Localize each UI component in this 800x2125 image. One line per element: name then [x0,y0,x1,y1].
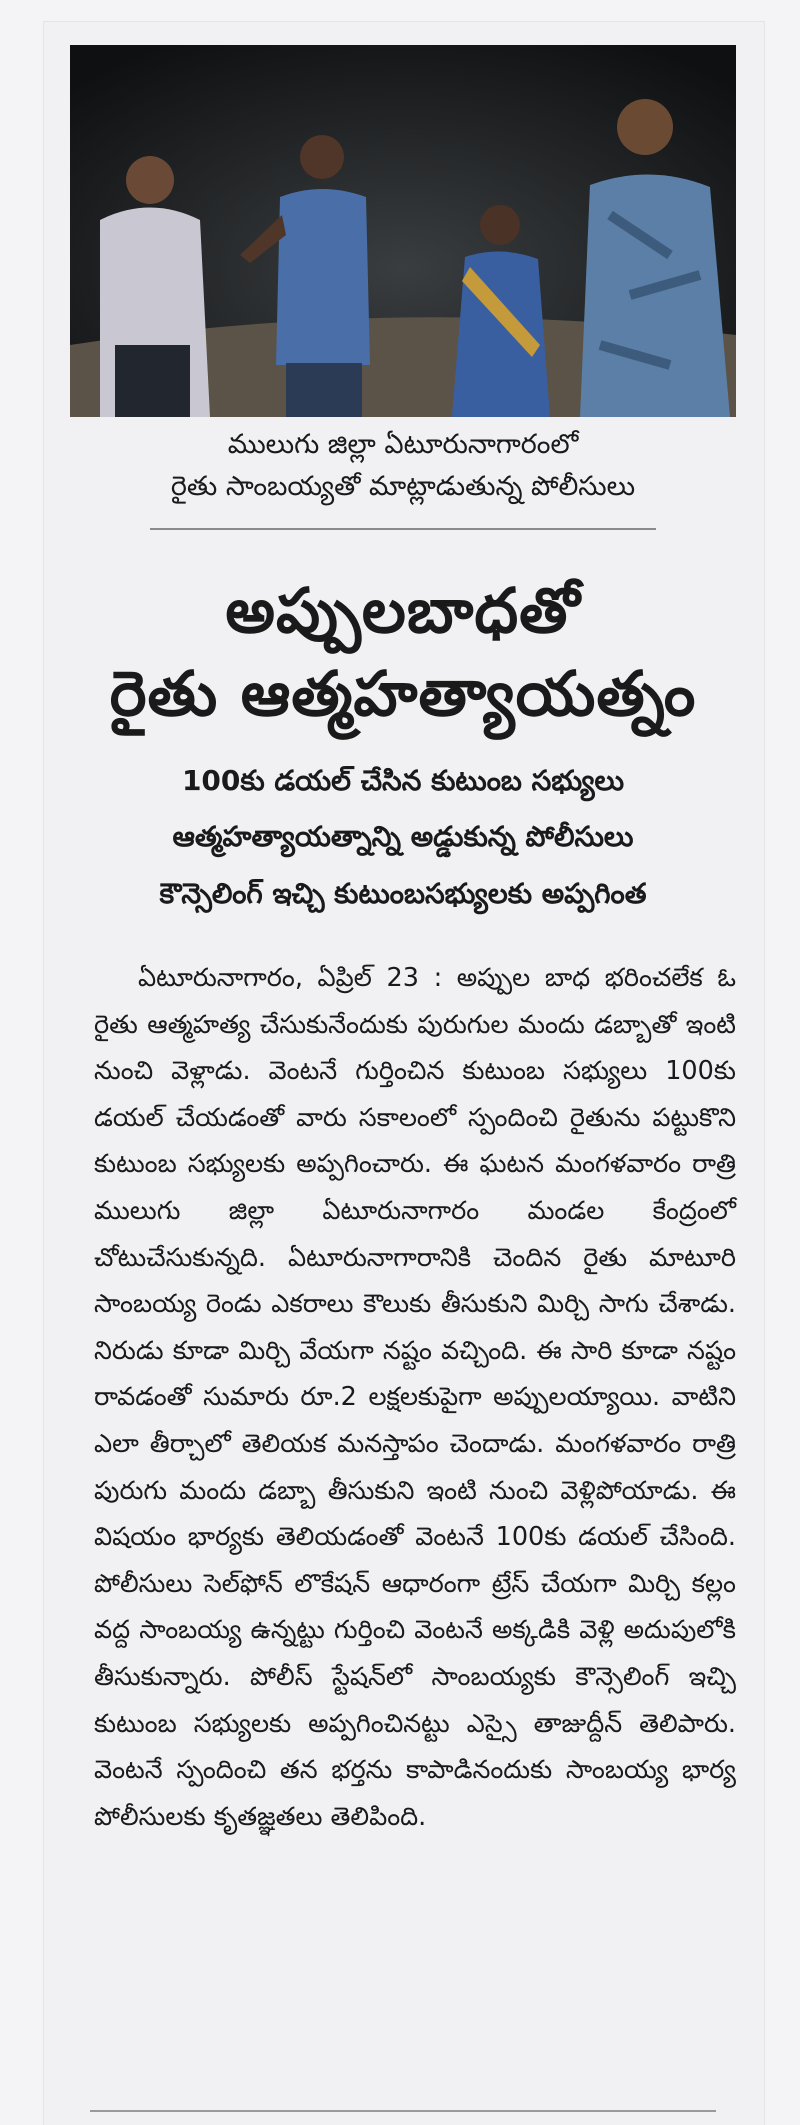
headline-line-1: అప్పులబాధతో [225,574,581,647]
photo-icon [70,45,736,417]
headline-line-2: రైతు ఆత్మహత్యాయత్నం [109,657,697,730]
article-body: ఏటూరునాగారం, ఏప్రిల్ 23 : అప్పుల బాధ భరించలేక ఓ రైతు ఆత్మహత్య చేసుకునేందుకు పురుగుల మందు డబ్బాతో ఇంటి నుంచి వెళ్లాడు. వెంటనే గుర్తించిన కుటుంబ సభ్యులు 100కు డయల్ చేయడంతో వారు సకాలంలో స్పందించి రైతును పట్టుకొని కుటుంబ సభ్యులకు అప్పగించారు. ఈ ఘటన మంగళవారం రాత్రి ములుగు జిల్లా ఏటూరునాగారం మండల కేంద్రంలో చోటుచేసుకున్నది. ఏటూరునాగారానికి చెందిన రైతు మాటూరి సాంబయ్య రెండు ఎకరాలు కౌలుకు తీసుకుని మిర్చి సాగు చేశాడు. నిరుడు కూడా మిర్చి వేయగా నష్టం వచ్చింది. ఈ సారి కూడా నష్టం రావడంతో సుమారు రూ.2 లక్షలకుపైగా అప్పులయ్యాయి. వాటిని ఎలా తీర్చాలో తెలియక మనస్తాపం చెందాడు. మంగళవారం రాత్రి పురుగు మందు డబ్బా తీసుకుని ఇంటి నుంచి వెళ్లిపోయాడు. ఈ విషయం భార్యకు తెలియడంతో వెంటనే 100కు డయల్ చేసింది. పోలీసులు సెల్‌ఫోన్ లొకేషన్ ఆధారంగా ట్రేస్ చేయగా మిర్చి కల్లం వద్ద సాంబయ్య ఉన్నట్టు గుర్తించి వెంటనే అక్కడికి వెళ్లి అదుపులోకి తీసుకున్నారు. పోలీస్ స్టేషన్‌లో సాంబయ్యకు కౌన్సెలింగ్ ఇచ్చి కుటుంబ సభ్యులకు అప్పగించినట్టు ఎస్సై తాజుద్దీన్ తెలిపారు. వెంటనే స్పందించి తన భర్తను కాపాడినందుకు సాంబయ్య భార్య పోలీసులకు కృతజ్ఞతలు తెలిపింది. [94,963,736,1832]
deck-line-2: ఆత్మహత్యాయత్నాన్ని అడ్డుకున్న పోలీసులు [172,820,634,853]
deck-line-1: 100కు డయల్ చేసిన కుటుంబ సభ్యులు [181,764,625,797]
news-photo [70,45,736,417]
deck-line-3: కౌన్సెలింగ్ ఇచ్చి కుటుంబసభ్యులకు అప్పగింత [159,877,647,910]
bottom-divider [90,2110,716,2112]
photo-caption-line-2: రైతు సాంబయ్యతో మాట్లాడుతున్న పోలీసులు [170,471,636,502]
caption-divider [150,528,656,530]
photo-caption-line-1: ములుగు జిల్లా ఏటూరునాగారంలో [227,429,579,460]
